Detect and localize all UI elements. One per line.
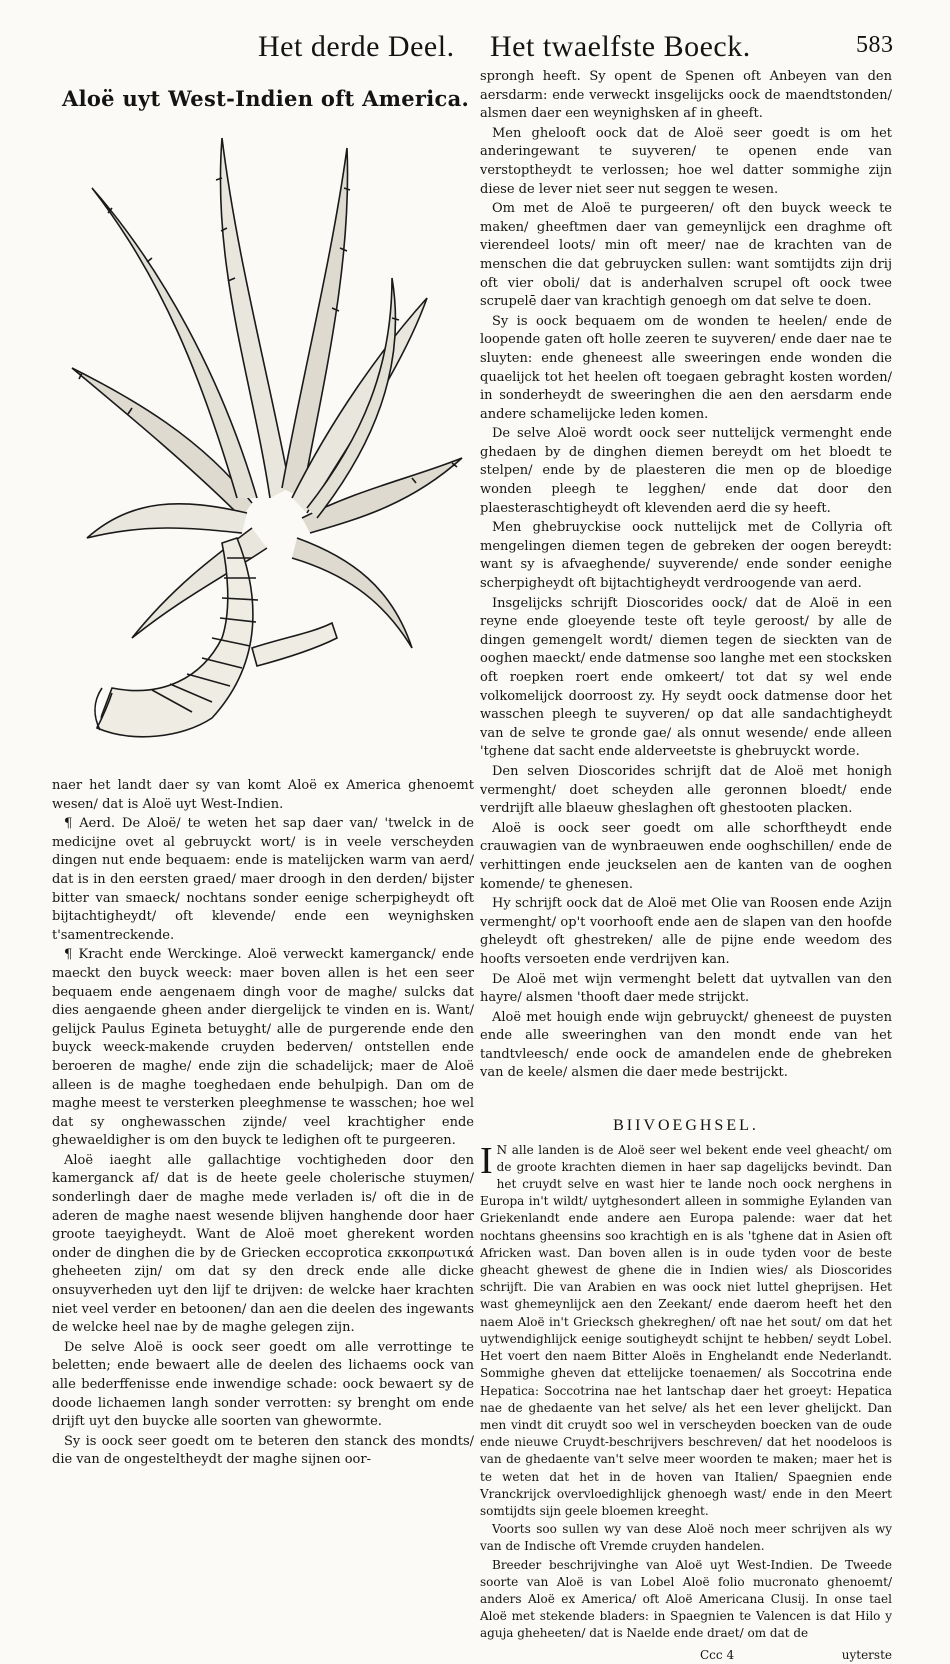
aloe-americana-woodcut [52, 118, 482, 768]
right-paragraph: Sy is oock bequaem om de wonden te heelen/ ende de loopende gaten oft holle zeeren te suyveren/ ende daer nae te sluyten: ende gheneest alle sweeringen ende wonden die quaelijck tot het heelen oft toegaen gebraght kosten worden/ in sonderheydt de sweeringhen die aen den aersdarm ende andere schamelijcke leden komen. [480, 313, 892, 422]
supplement-paragraph: Breeder beschrijvinghe van Aloë uyt West-Indien. De Tweede soorte van Aloë is van Lobel Aloë folio mucronato ghenoemt/ anders Aloë ex America/ oft Aloë Americana Clusij. In onse tael Aloë met stekende bladers: in Spaegnien te Valencen is dat Hilo y aguja gheheeten/ dat is Naelde ende draet/ om dat de [480, 1557, 892, 1641]
right-paragraph: Men ghelooft oock dat de Aloë seer goedt is om het anderingewant te suyveren/ te openen ende van verstoptheydt te verlossen; hoe wel datter sommighe zijn diese de lever niet seer nut seggen te wesen. [480, 125, 892, 197]
right-paragraph: Aloë met houigh ende wijn gebruyckt/ gheneest de puysten ende alle sweeringhen van den mondt ende van het tandtvleesch/ ende oock de amandelen ende de ghebreken van de keele/ alsmen die daer mede bestrijckt. [480, 1009, 892, 1081]
supplement-heading: BIIVOEGHSEL. [613, 1117, 759, 1135]
header-center: Het twaelfste Boeck. [490, 30, 751, 63]
left-paragraph: ¶ Aerd. De Aloë/ te weten het sap daer van/ 'twelck in de medicijne ovet al gebruyckt wort/ is in veele verscheyden dingen nut ende bequaem: ende is matelijcken warm van aerd/ dat is in den eersten graed/ maer droogh in den derden/ bijster bitter van smaeck/ nochtans sonder eenige scherpigheydt oft bijtachtigheydt/ oft klevende/ ende een weynighsken t'samentreckende. [52, 816, 474, 943]
right-paragraph: De Aloë met wijn vermenght belett dat uytvallen van den hayre/ alsmen 'thooft daer mede strijckt. [480, 971, 892, 1006]
page-footer [480, 1647, 892, 1664]
right-paragraph: Men ghebruyckise oock nuttelijck met de Collyria oft mengelingen diemen tegen de gebreken der oogen bereydt: want sy is afvaeghende/ suyverende/ ende sonder eenighe scherpigheydt oft bijtachtigheydt verdroogende van aerd. [480, 520, 892, 592]
left-paragraph: ¶ Kracht ende Werckinge. Aloë verweckt kamerganck/ ende maeckt den buyck weeck: maer boven allen is het een seer bequaem ende aengenaem dingh voor de maghe/ sulcks dat dies aengaende gheen ander diergelijck te vinden en is. Want/ gelijck Paulus Egineta betuyght/ alle de purgerende ende den buyck weeck-makende cruyden bederven/ ontstellen ende beroeren de maghe/ ende zijn die schadelijck; maer de Aloë alleen is de maghe toeghedaen ende behulpigh. Dan om de maghe meest te versterken pleeghmense te wasschen; hoe wel dat sy onghewasschen zijnde/ veel krachtigher ende ghewaeldigher is om den buyck te ledighen oft te purgeeren. [52, 947, 474, 1149]
catchword: uyterste [841, 1647, 892, 1662]
right-paragraph: Hy schrijft oock dat de Aloë met Olie van Roosen ende Azijn vermenght/ op't voorhooft ende aen de slapen van den hoofde gheleydt oft ghestreken/ alle de pijne ende weedom des hoofts versoeten ende verdrijven kan. [480, 896, 892, 967]
page-number: 583 [856, 32, 894, 58]
right-text-column [480, 68, 892, 1664]
right-paragraph: Aloë is oock seer goedt om alle schorftheydt ende crauwagien van de wynbraeuwen ende ooghschillen/ ende de verhittingen ende jeuckselen aen de kanten van de ooghen komende/ te ghenesen. [480, 820, 892, 892]
supplement-body [480, 1139, 892, 1664]
right-paragraph: sprongh heeft. Sy opent de Spenen oft Anbeyen van den aersdarm: ende verweckt insgelijcks oock de maendtstonden/ alsmen daer een weynighsken af in gheeft. [480, 69, 892, 122]
supplement-paragraph: Voorts soo sullen wy van dese Aloë noch meer schrijven als wy van de Indische oft Vremde cruyden handelen. [480, 1522, 892, 1554]
right-paragraph: Insgelijcks schrijft Dioscorides oock/ dat de Aloë in een reyne ende gloeyende teste oft teyle geroost/ by alle de dingen gemengelt wordt/ diemen tegen de sieckten van de ooghen maeckt/ ende datmense soo langhe met een stocksken oft roepken roert ende omkeert/ tot dat sy wel ende volkomelijck doorroost zy. Hy seydt oock datmense door het wasschen pleegh te suyveren/ op dat alle sandachtigheydt van de selve te gronde gae/ als onnut wesende/ ende alleen 'tghene dat sacht ende alderveetste is ghebruyckt worde. [480, 595, 892, 760]
left-text-column [52, 777, 474, 1471]
right-paragraph: Den selven Dioscorides schrijft dat de Aloë met honigh vermenght/ doet scheyden alle geronnen bloedt/ ende verdrijft alle blaeuw gheslaghen oft ghestooten placken. [480, 763, 892, 817]
right-paragraph: Om met de Aloë te purgeeren/ oft den buyck weeck te maken/ gheeftmen daer van gemeynlijck een draghme oft vierendeel loots/ min oft meer/ nae de krachten van de menschen die dat gebruycken sullen: want somtijdts zijn drij oft vier oboli/ dat is anderhalven scrupel oft oock twee scrupelē daer van krachtigh genoegh om dat selve te doen. [480, 201, 892, 310]
header-left: Het derde Deel. [258, 30, 455, 63]
drop-cap: I [480, 1139, 493, 1182]
left-paragraph: Aloë iaeght alle gallachtige vochtigheden door den kamerganck af/ dat is de heete geele cholerische stuymen/ sonderlingh daer de maghe mede verladen is/ oft die in de aderen de maghe naest wesende blijven hanghende door haer groote taeyigheydt. Want de Aloë moet gherekent worden onder de dinghen die by de Griecken eccoprotica εκκοπρωτικά gheheeten zijn/ om dat sy den dreck ende alle dicke onsuyverheden uyt den lijf te drijven: de welcke haer krachten niet veel verder en betoonen/ dan aen die deelen des ingewants de welcke heel nae by de maghe gelegen zijn. [52, 1152, 474, 1336]
right-paragraph: De selve Aloë wordt oock seer nuttelijck vermenght ende ghedaen by de dinghen diemen bereydt om het bloedt te stelpen/ ende by de plaesteren die men op de bloedige wonden pleegh te legghen/ ende dat door den plaesteraschtigheydt oft klevenden aerd die sy heeft. [480, 426, 892, 516]
left-paragraph: Sy is oock seer goedt om te beteren den stanck des mondts/ die van de ongesteltheydt der maghe sijnen oor- [52, 1433, 474, 1468]
signature-mark: Ccc 4 [700, 1647, 735, 1662]
supplement-paragraph: N alle landen is de Aloë seer wel bekent ende veel gheacht/ om de groote krachten diemen in haer sap dagelijcks bevindt. Dan het cruydt selve en wast hier te lande noch oock nerghens in Europa in't wildt/ uytghesondert alleen in sommighe Eylanden van Griekenlandt ende andere aen Europa palende: waer dat het nochtans gheensins soo krachtigh en is als 'tghene dat in Asien oft Africken wast. Dan boven allen is in oude tyden voor de beste gheacht ghewest de ghene die in Indien wies/ als Dioscorides schrijft. Die van Arabien en was oock niet luttel gheprijsen. Het wast ghemeynlijck aen den Zeekant/ ende daerom heeft het den naem Aloë in't Griecksch ghekreghen/ oft nae het sout/ om dat het uytwendighlijck eenige soutigheydt schijnt te hebben/ seydt Lobel. Het voert den naem Bitter Aloës in Enghelandt ende Nederlandt. Sommighe gheven dat ettelijcke toenaemen/ als Soccotrina ende Hepatica: Soccotrina nae het lantschap daer het groeyt: Hepatica nae de ghedaente van het selve/ als het een lever ghelijckt. Dan men vindt dit cruydt soo wel in verscheyden boecken van de oude ende nieuwe Cruydt-beschrijvers beschreven/ dat het noodeloos is van de ghedaente van't selve meer woorden te maken; maer het is te weten dat het in de hoven van Italien/ Spaegnien ende Vranckrijck overvloedighlijck ghenoegh wast/ ende in den Meert somtijdts sijn geele bloemen kreeght. [480, 1142, 892, 1518]
left-paragraph: naer het landt daer sy van komt Aloë ex America ghenoemt wesen/ dat is Aloë uyt West-Indien. [52, 778, 474, 812]
illustration-title: Aloë uyt West-Indien oft America. [62, 86, 470, 111]
left-paragraph: De selve Aloë is oock seer goedt om alle verrottinge te beletten; ende bewaert alle de deelen des lichaems oock van alle bederffenisse ende inwendige schade: oock bewaert sy de doode lichaemen langh sonder verrotten: sy brenght om ende drijft uyt den buycke alle soorten van ghewormte. [52, 1339, 474, 1430]
